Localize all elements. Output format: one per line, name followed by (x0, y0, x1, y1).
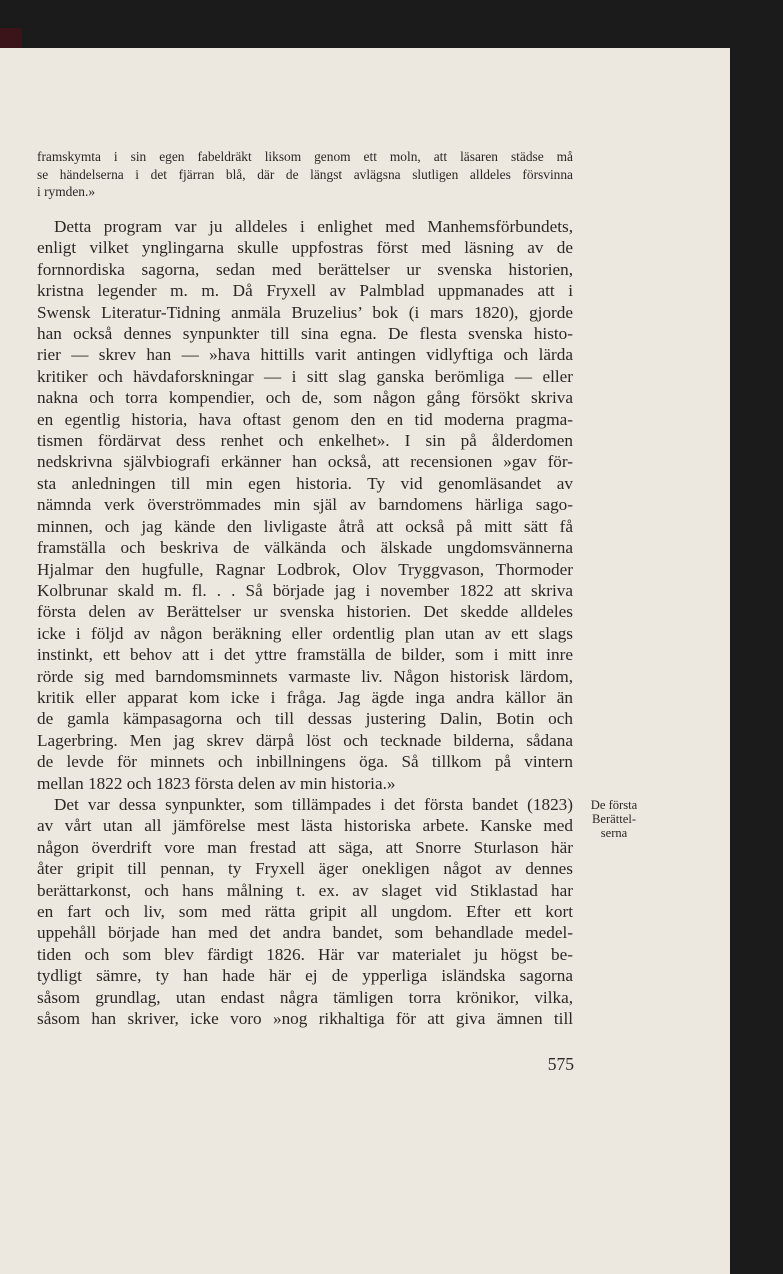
body-line: nedskrivna självbiografi erkänner han också, att recensionen »gav för- (37, 452, 573, 472)
body-line: tydligt sämre, ty han hade här ej de ypperliga isländska sagorna (37, 966, 573, 986)
body-line: åter gripit till pennan, ty Fryxell äger onekligen något av dennes (37, 859, 573, 879)
marginal-note-line: De första (590, 798, 638, 812)
body-line: såsom grundlag, utan endast några tämligen torra krönikor, vilka, (37, 987, 573, 1007)
body-line: sta anledningen till min egen historia. Ty vid genomläsandet av (37, 473, 573, 493)
quote-line: i rymden.» (37, 184, 96, 199)
body-line: Lagerbring. Men jag skrev därpå löst och tecknade bilderna, sådana (37, 730, 573, 750)
body-line: han också dennes synpunkter till sina egna. De flesta svenska histo- (37, 324, 573, 344)
body-line: de levde för minnets och inbillningens öga. Så tillkom på vintern (37, 752, 573, 772)
body-line: kritik eller apparat kom icke i fråga. Jag ägde inga andra källor än (37, 687, 573, 707)
page-number: 575 (547, 1054, 574, 1074)
body-line: minnen, och jag kände den livligaste åtrå att också på mitt sätt få (37, 516, 573, 536)
body-line: kristna legender m. m. Då Fryxell av Palmblad uppmanades att i (37, 281, 573, 301)
marginal-note-line: serna (600, 826, 628, 840)
body-line: Det var dessa synpunkter, som tillämpades i det första bandet (1823) (54, 794, 573, 814)
body-line: kritiker och hävdaforskningar — i sitt slag ganska berömliga — eller (37, 366, 573, 386)
body-line: enligt vilket ynglingarna skulle uppfostras först med läsning av de (37, 238, 573, 258)
body-line: av vårt utan all jämförelse mest lästa historiska arbete. Kanske med (37, 816, 573, 836)
body-line: framställa och beskriva de välkända och älskade ungdomsvännerna (37, 538, 573, 558)
body-line: nämnda verk överströmmades min själ av barndomens härliga sago- (37, 495, 573, 515)
body-line: tismen fördärvat dess renhet och enkelhet». I sin på ålderdomen (37, 431, 573, 451)
quote-line: framskymta i sin egen fabeldräkt liksom genom ett moln, att läsaren städse må (37, 149, 573, 164)
body-line: rörde sig med barndomsminnets varmaste liv. Någon historisk lärdom, (37, 666, 573, 686)
body-line: uppehåll började han med det andra bandet, som behandlade medel- (37, 923, 573, 943)
body-line: mellan 1822 och 1823 första delen av min historia.» (37, 773, 396, 793)
scan-corner-mark (0, 28, 22, 48)
book-page (0, 48, 730, 1274)
body-line: första delen av Berättelser ur svenska historien. Det skedde alldeles (37, 602, 573, 622)
body-line: tiden och som blev färdigt 1826. Här var materialet ju högst be- (37, 944, 573, 964)
body-line: icke i följd av någon beräkning eller ordentlig plan utan av ett slags (37, 623, 573, 643)
body-line: fornnordiska sagorna, sedan med berättelser ur svenska historien, (37, 259, 573, 279)
body-line: Kolbrunar skald m. fl. . . Så började jag i november 1822 att skriva (37, 580, 573, 600)
marginal-note (579, 798, 649, 840)
body-line: rier — skrev han — »hava hittills varit antingen vidlyftiga och lärda (37, 345, 573, 365)
body-line: de gamla kämpasagorna och till dessas justering Dalin, Botin och (37, 709, 573, 729)
body-line: en egentlig historia, hava oftast genom den en tid moderna pragma- (37, 409, 573, 429)
body-line: Swensk Literatur-Tidning anmäla Bruzelius’ bok (i mars 1820), gjorde (37, 302, 573, 322)
body-line: en fart och liv, som med rätta gripit all ungdom. Efter ett kort (37, 902, 573, 921)
body-line: såsom han skriver, icke voro »nog rikhaltiga för att giva ämnen till (37, 1009, 573, 1029)
body-text (37, 216, 573, 1029)
body-line: Hjalmar den hugfulle, Ragnar Lodbrok, Olov Tryggvason, Thormoder (37, 559, 573, 579)
body-line: någon överdrift vore man frestad att säga, att Snorre Sturlason här (37, 837, 573, 857)
marginal-note-line: Berättel- (591, 812, 637, 826)
body-line: Detta program var ju alldeles i enlighet med Manhemsförbundets, (54, 217, 573, 236)
quote-line: se händelserna i det fjärran blå, där de längst avlägsna slutligen alldeles försvinna (37, 166, 573, 182)
body-line: instinkt, ett behov att i det yttre framställa de bilder, som i mitt inre (37, 645, 573, 665)
body-line: nakna och torra kompendier, och de, som någon gång försökt skriva (37, 388, 573, 408)
body-line: berättarkonst, och hans målning t. ex. av slaget vid Stiklastad har (37, 880, 573, 900)
quoted-passage (37, 148, 573, 201)
